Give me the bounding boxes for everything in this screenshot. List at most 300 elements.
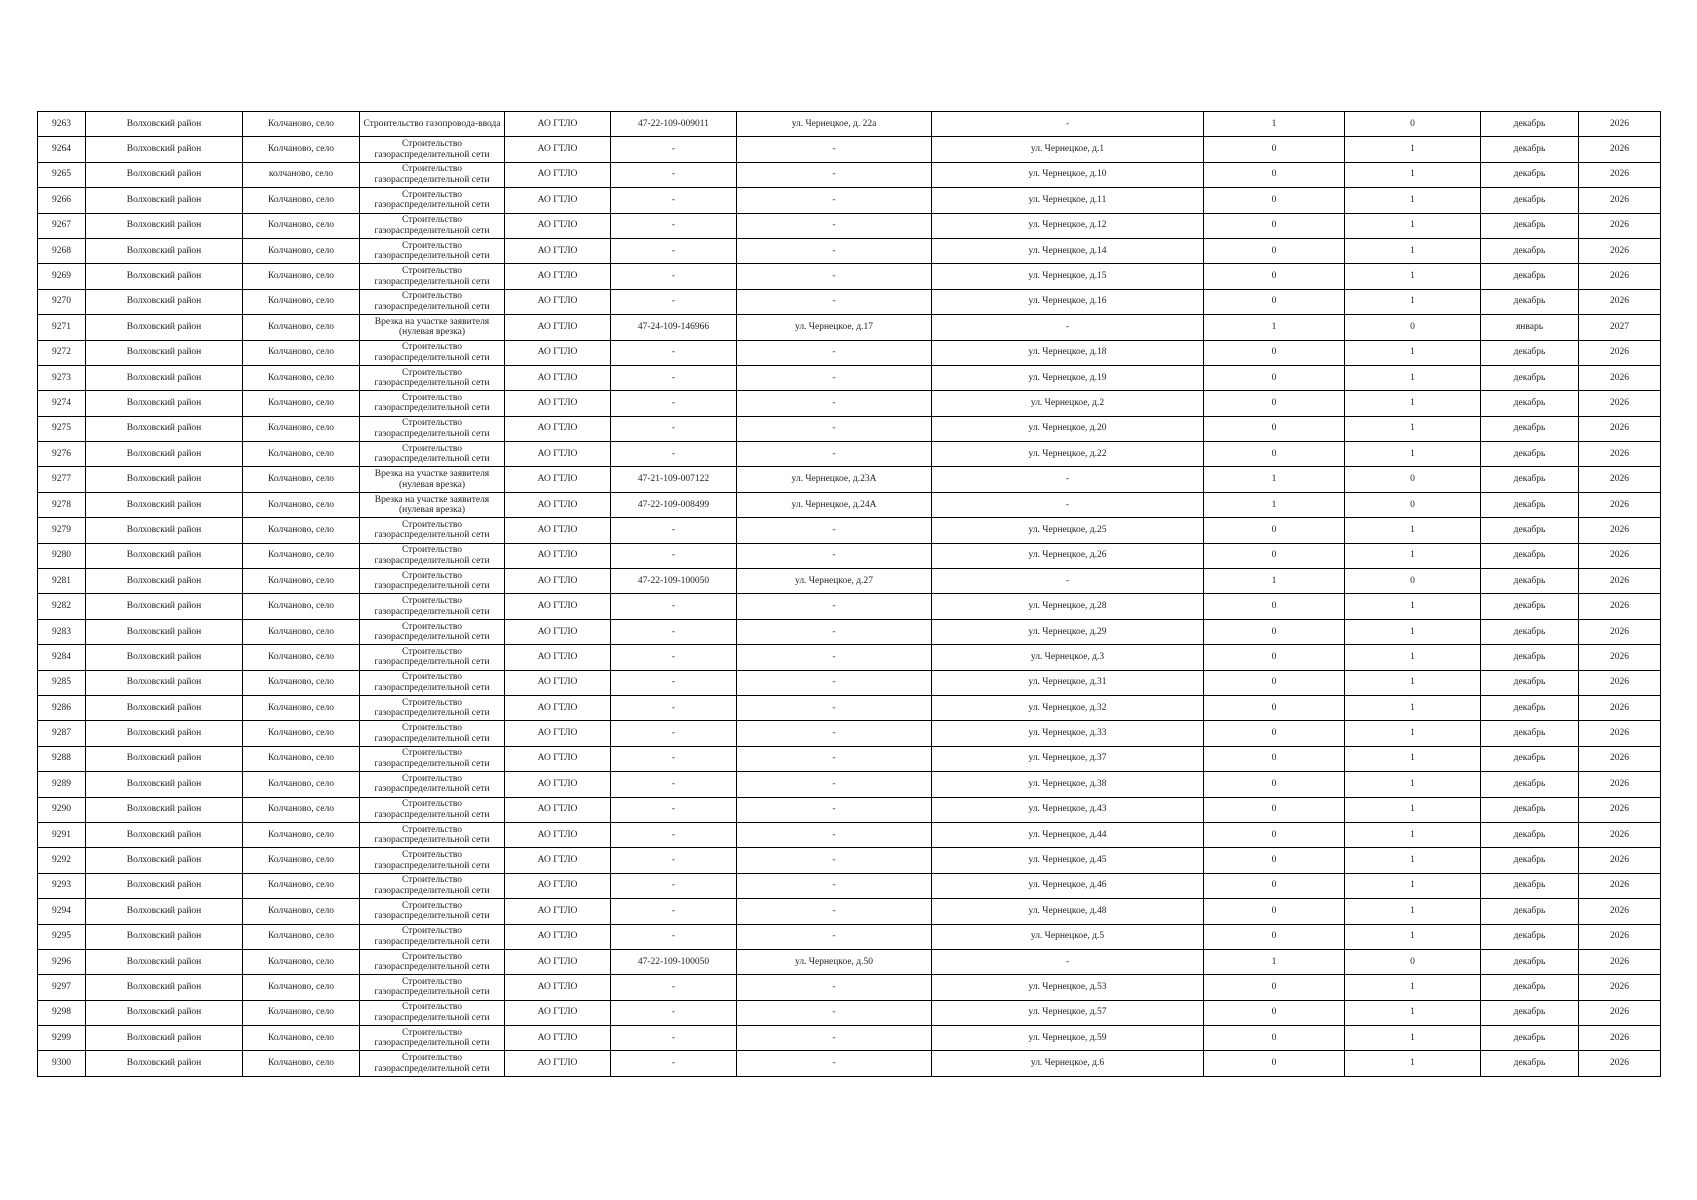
year-cell: 2026 <box>1579 112 1661 137</box>
table-row <box>38 1051 1661 1076</box>
count-network-cell: 1 <box>1345 289 1481 314</box>
count-connection-cell: 0 <box>1204 289 1345 314</box>
table-row <box>38 569 1661 594</box>
locality-cell: колчаново, село <box>243 162 360 187</box>
month-cell: декабрь <box>1481 492 1579 517</box>
count-network-cell: 1 <box>1345 975 1481 1000</box>
address-connection-cell: - <box>737 746 932 771</box>
locality-cell: Колчаново, село <box>243 213 360 238</box>
district-cell: Волховский район <box>86 442 243 467</box>
locality-cell: Колчаново, село <box>243 543 360 568</box>
count-network-cell: 1 <box>1345 416 1481 441</box>
count-network-cell: 1 <box>1345 264 1481 289</box>
district-cell: Волховский район <box>86 492 243 517</box>
count-connection-cell: 0 <box>1204 442 1345 467</box>
row-number: 9297 <box>38 975 86 1000</box>
cadastral-number-cell: - <box>611 365 737 390</box>
table-row <box>38 924 1661 949</box>
year-cell: 2026 <box>1579 416 1661 441</box>
table-row <box>38 822 1661 847</box>
work-type-cell: Строительство газораспределительной сети <box>360 619 505 644</box>
organization-cell: АО ГТЛО <box>505 467 611 492</box>
row-number: 9292 <box>38 848 86 873</box>
address-network-cell: ул. Чернецкое, д.37 <box>932 746 1204 771</box>
organization-cell: АО ГТЛО <box>505 543 611 568</box>
work-type-cell: Строительство газораспределительной сети <box>360 695 505 720</box>
year-cell: 2026 <box>1579 137 1661 162</box>
table-row <box>38 873 1661 898</box>
organization-cell: АО ГТЛО <box>505 721 611 746</box>
work-type-cell: Строительство газораспределительной сети <box>360 238 505 263</box>
locality-cell: Колчаново, село <box>243 1026 360 1051</box>
cadastral-number-cell: - <box>611 746 737 771</box>
cadastral-number-cell: 47-22-109-100050 <box>611 949 737 974</box>
address-network-cell: ул. Чернецкое, д.31 <box>932 670 1204 695</box>
year-cell: 2026 <box>1579 569 1661 594</box>
locality-cell: Колчаново, село <box>243 848 360 873</box>
cadastral-number-cell: - <box>611 975 737 1000</box>
count-network-cell: 1 <box>1345 873 1481 898</box>
cadastral-number-cell: - <box>611 645 737 670</box>
cadastral-number-cell: - <box>611 1051 737 1076</box>
locality-cell: Колчаново, село <box>243 619 360 644</box>
address-network-cell: ул. Чернецкое, д.22 <box>932 442 1204 467</box>
work-type-cell: Строительство газораспределительной сети <box>360 670 505 695</box>
district-cell: Волховский район <box>86 1000 243 1025</box>
cadastral-number-cell: - <box>611 848 737 873</box>
gasification-table <box>37 111 1661 1077</box>
table-row <box>38 391 1661 416</box>
month-cell: декабрь <box>1481 619 1579 644</box>
count-connection-cell: 1 <box>1204 492 1345 517</box>
year-cell: 2026 <box>1579 975 1661 1000</box>
district-cell: Волховский район <box>86 924 243 949</box>
year-cell: 2026 <box>1579 873 1661 898</box>
table-row <box>38 645 1661 670</box>
year-cell: 2026 <box>1579 188 1661 213</box>
month-cell: декабрь <box>1481 442 1579 467</box>
cadastral-number-cell: - <box>611 442 737 467</box>
count-connection-cell: 0 <box>1204 1026 1345 1051</box>
address-network-cell: ул. Чернецкое, д.48 <box>932 899 1204 924</box>
month-cell: декабрь <box>1481 797 1579 822</box>
district-cell: Волховский район <box>86 543 243 568</box>
locality-cell: Колчаново, село <box>243 188 360 213</box>
month-cell: декабрь <box>1481 137 1579 162</box>
address-connection-cell: - <box>737 721 932 746</box>
count-connection-cell: 0 <box>1204 594 1345 619</box>
cadastral-number-cell: - <box>611 1026 737 1051</box>
address-network-cell: ул. Чернецкое, д.18 <box>932 340 1204 365</box>
year-cell: 2026 <box>1579 264 1661 289</box>
work-type-cell: Строительство газораспределительной сети <box>360 899 505 924</box>
cadastral-number-cell: - <box>611 695 737 720</box>
district-cell: Волховский район <box>86 848 243 873</box>
address-connection-cell: - <box>737 442 932 467</box>
count-network-cell: 1 <box>1345 188 1481 213</box>
count-network-cell: 1 <box>1345 848 1481 873</box>
count-connection-cell: 0 <box>1204 924 1345 949</box>
cadastral-number-cell: - <box>611 899 737 924</box>
locality-cell: Колчаново, село <box>243 340 360 365</box>
count-network-cell: 1 <box>1345 822 1481 847</box>
work-type-cell: Строительство газораспределительной сети <box>360 416 505 441</box>
cadastral-number-cell: - <box>611 873 737 898</box>
count-network-cell: 0 <box>1345 569 1481 594</box>
month-cell: декабрь <box>1481 975 1579 1000</box>
address-connection-cell: - <box>737 391 932 416</box>
work-type-cell: Врезка на участке заявителя (нулевая врезка) <box>360 315 505 340</box>
document-page <box>37 111 1660 1077</box>
locality-cell: Колчаново, село <box>243 289 360 314</box>
table-row <box>38 238 1661 263</box>
row-number: 9293 <box>38 873 86 898</box>
address-connection-cell: ул. Чернецкое, д.24А <box>737 492 932 517</box>
organization-cell: АО ГТЛО <box>505 442 611 467</box>
table-row <box>38 797 1661 822</box>
cadastral-number-cell: - <box>611 264 737 289</box>
count-network-cell: 1 <box>1345 1051 1481 1076</box>
address-network-cell: ул. Чернецкое, д.14 <box>932 238 1204 263</box>
table-row <box>38 289 1661 314</box>
address-connection-cell: - <box>737 873 932 898</box>
month-cell: январь <box>1481 315 1579 340</box>
work-type-cell: Строительство газораспределительной сети <box>360 569 505 594</box>
count-connection-cell: 0 <box>1204 1000 1345 1025</box>
address-network-cell: ул. Чернецкое, д.33 <box>932 721 1204 746</box>
locality-cell: Колчаново, село <box>243 569 360 594</box>
table-row <box>38 949 1661 974</box>
address-connection-cell: - <box>737 619 932 644</box>
district-cell: Волховский район <box>86 1026 243 1051</box>
organization-cell: АО ГТЛО <box>505 619 611 644</box>
row-number: 9294 <box>38 899 86 924</box>
count-network-cell: 1 <box>1345 162 1481 187</box>
month-cell: декабрь <box>1481 162 1579 187</box>
count-connection-cell: 0 <box>1204 873 1345 898</box>
locality-cell: Колчаново, село <box>243 264 360 289</box>
locality-cell: Колчаново, село <box>243 492 360 517</box>
year-cell: 2026 <box>1579 899 1661 924</box>
row-number: 9264 <box>38 137 86 162</box>
address-connection-cell: ул. Чернецкое, д.27 <box>737 569 932 594</box>
work-type-cell: Строительство газораспределительной сети <box>360 340 505 365</box>
count-connection-cell: 0 <box>1204 391 1345 416</box>
address-network-cell: - <box>932 569 1204 594</box>
cadastral-number-cell: - <box>611 416 737 441</box>
district-cell: Волховский район <box>86 797 243 822</box>
month-cell: декабрь <box>1481 645 1579 670</box>
table-row <box>38 467 1661 492</box>
count-connection-cell: 0 <box>1204 543 1345 568</box>
locality-cell: Колчаново, село <box>243 670 360 695</box>
table-row <box>38 1000 1661 1025</box>
count-connection-cell: 1 <box>1204 467 1345 492</box>
table-row <box>38 492 1661 517</box>
locality-cell: Колчаново, село <box>243 442 360 467</box>
month-cell: декабрь <box>1481 289 1579 314</box>
row-number: 9267 <box>38 213 86 238</box>
locality-cell: Колчаново, село <box>243 695 360 720</box>
row-number: 9274 <box>38 391 86 416</box>
work-type-cell: Врезка на участке заявителя (нулевая врезка) <box>360 467 505 492</box>
table-row <box>38 670 1661 695</box>
table-row <box>38 213 1661 238</box>
work-type-cell: Строительство газораспределительной сети <box>360 822 505 847</box>
address-network-cell: ул. Чернецкое, д.26 <box>932 543 1204 568</box>
table-row <box>38 721 1661 746</box>
address-network-cell: ул. Чернецкое, д.20 <box>932 416 1204 441</box>
row-number: 9279 <box>38 518 86 543</box>
count-connection-cell: 0 <box>1204 162 1345 187</box>
organization-cell: АО ГТЛО <box>505 264 611 289</box>
work-type-cell: Строительство газораспределительной сети <box>360 975 505 1000</box>
count-network-cell: 1 <box>1345 1026 1481 1051</box>
table-row <box>38 695 1661 720</box>
address-connection-cell: - <box>737 264 932 289</box>
row-number: 9280 <box>38 543 86 568</box>
table-row <box>38 772 1661 797</box>
count-connection-cell: 0 <box>1204 416 1345 441</box>
district-cell: Волховский район <box>86 822 243 847</box>
district-cell: Волховский район <box>86 416 243 441</box>
address-connection-cell: ул. Чернецкое, д.17 <box>737 315 932 340</box>
work-type-cell: Строительство газораспределительной сети <box>360 289 505 314</box>
count-network-cell: 1 <box>1345 670 1481 695</box>
month-cell: декабрь <box>1481 340 1579 365</box>
address-network-cell: ул. Чернецкое, д.15 <box>932 264 1204 289</box>
locality-cell: Колчаново, село <box>243 112 360 137</box>
locality-cell: Колчаново, село <box>243 238 360 263</box>
district-cell: Волховский район <box>86 594 243 619</box>
district-cell: Волховский район <box>86 467 243 492</box>
row-number: 9272 <box>38 340 86 365</box>
year-cell: 2026 <box>1579 797 1661 822</box>
cadastral-number-cell: - <box>611 1000 737 1025</box>
row-number: 9299 <box>38 1026 86 1051</box>
address-connection-cell: - <box>737 162 932 187</box>
address-network-cell: ул. Чернецкое, д.10 <box>932 162 1204 187</box>
month-cell: декабрь <box>1481 1026 1579 1051</box>
row-number: 9296 <box>38 949 86 974</box>
year-cell: 2026 <box>1579 467 1661 492</box>
address-network-cell: ул. Чернецкое, д.59 <box>932 1026 1204 1051</box>
organization-cell: АО ГТЛО <box>505 949 611 974</box>
cadastral-number-cell: - <box>611 188 737 213</box>
address-network-cell: ул. Чернецкое, д.28 <box>932 594 1204 619</box>
work-type-cell: Строительство газораспределительной сети <box>360 391 505 416</box>
organization-cell: АО ГТЛО <box>505 188 611 213</box>
address-network-cell: ул. Чернецкое, д.19 <box>932 365 1204 390</box>
district-cell: Волховский район <box>86 873 243 898</box>
address-connection-cell: - <box>737 137 932 162</box>
address-network-cell: ул. Чернецкое, д.5 <box>932 924 1204 949</box>
organization-cell: АО ГТЛО <box>505 848 611 873</box>
year-cell: 2026 <box>1579 1026 1661 1051</box>
count-connection-cell: 0 <box>1204 619 1345 644</box>
cadastral-number-cell: 47-22-109-009011 <box>611 112 737 137</box>
month-cell: декабрь <box>1481 188 1579 213</box>
organization-cell: АО ГТЛО <box>505 594 611 619</box>
organization-cell: АО ГТЛО <box>505 1000 611 1025</box>
address-connection-cell: - <box>737 213 932 238</box>
locality-cell: Колчаново, село <box>243 899 360 924</box>
work-type-cell: Строительство газораспределительной сети <box>360 772 505 797</box>
work-type-cell: Строительство газораспределительной сети <box>360 1051 505 1076</box>
month-cell: декабрь <box>1481 467 1579 492</box>
address-network-cell: ул. Чернецкое, д.16 <box>932 289 1204 314</box>
organization-cell: АО ГТЛО <box>505 238 611 263</box>
organization-cell: АО ГТЛО <box>505 670 611 695</box>
organization-cell: АО ГТЛО <box>505 569 611 594</box>
cadastral-number-cell: - <box>611 924 737 949</box>
month-cell: декабрь <box>1481 112 1579 137</box>
month-cell: декабрь <box>1481 543 1579 568</box>
work-type-cell: Строительство газораспределительной сети <box>360 188 505 213</box>
count-network-cell: 0 <box>1345 467 1481 492</box>
district-cell: Волховский район <box>86 518 243 543</box>
year-cell: 2026 <box>1579 238 1661 263</box>
month-cell: декабрь <box>1481 949 1579 974</box>
month-cell: декабрь <box>1481 391 1579 416</box>
month-cell: декабрь <box>1481 670 1579 695</box>
row-number: 9273 <box>38 365 86 390</box>
month-cell: декабрь <box>1481 695 1579 720</box>
address-connection-cell: - <box>737 594 932 619</box>
district-cell: Волховский район <box>86 695 243 720</box>
table-row <box>38 340 1661 365</box>
address-connection-cell: - <box>737 543 932 568</box>
table-row <box>38 848 1661 873</box>
cadastral-number-cell: - <box>611 137 737 162</box>
cadastral-number-cell: - <box>611 518 737 543</box>
row-number: 9290 <box>38 797 86 822</box>
work-type-cell: Строительство газораспределительной сети <box>360 365 505 390</box>
year-cell: 2026 <box>1579 594 1661 619</box>
organization-cell: АО ГТЛО <box>505 822 611 847</box>
cadastral-number-cell: - <box>611 619 737 644</box>
table-row <box>38 746 1661 771</box>
row-number: 9269 <box>38 264 86 289</box>
address-connection-cell: - <box>737 899 932 924</box>
row-number: 9289 <box>38 772 86 797</box>
count-connection-cell: 0 <box>1204 746 1345 771</box>
year-cell: 2026 <box>1579 721 1661 746</box>
row-number: 9286 <box>38 695 86 720</box>
count-connection-cell: 0 <box>1204 670 1345 695</box>
work-type-cell: Строительство газораспределительной сети <box>360 442 505 467</box>
count-connection-cell: 1 <box>1204 949 1345 974</box>
table-row <box>38 416 1661 441</box>
month-cell: декабрь <box>1481 772 1579 797</box>
work-type-cell: Строительство газопровода-ввода <box>360 112 505 137</box>
locality-cell: Колчаново, село <box>243 1000 360 1025</box>
row-number: 9276 <box>38 442 86 467</box>
organization-cell: АО ГТЛО <box>505 695 611 720</box>
work-type-cell: Строительство газораспределительной сети <box>360 518 505 543</box>
address-network-cell: ул. Чернецкое, д.1 <box>932 137 1204 162</box>
year-cell: 2026 <box>1579 772 1661 797</box>
cadastral-number-cell: - <box>611 594 737 619</box>
cadastral-number-cell: 47-24-109-146966 <box>611 315 737 340</box>
organization-cell: АО ГТЛО <box>505 746 611 771</box>
address-connection-cell: - <box>737 695 932 720</box>
count-connection-cell: 0 <box>1204 188 1345 213</box>
district-cell: Волховский район <box>86 162 243 187</box>
row-number: 9287 <box>38 721 86 746</box>
organization-cell: АО ГТЛО <box>505 315 611 340</box>
address-network-cell: ул. Чернецкое, д.11 <box>932 188 1204 213</box>
address-network-cell: ул. Чернецкое, д.44 <box>932 822 1204 847</box>
address-network-cell: ул. Чернецкое, д.53 <box>932 975 1204 1000</box>
row-number: 9270 <box>38 289 86 314</box>
row-number: 9268 <box>38 238 86 263</box>
year-cell: 2027 <box>1579 315 1661 340</box>
year-cell: 2026 <box>1579 822 1661 847</box>
district-cell: Волховский район <box>86 264 243 289</box>
count-connection-cell: 0 <box>1204 213 1345 238</box>
month-cell: декабрь <box>1481 569 1579 594</box>
table-row <box>38 442 1661 467</box>
count-connection-cell: 1 <box>1204 315 1345 340</box>
month-cell: декабрь <box>1481 721 1579 746</box>
organization-cell: АО ГТЛО <box>505 391 611 416</box>
locality-cell: Колчаново, село <box>243 518 360 543</box>
count-network-cell: 1 <box>1345 543 1481 568</box>
count-network-cell: 1 <box>1345 619 1481 644</box>
locality-cell: Колчаново, село <box>243 721 360 746</box>
organization-cell: АО ГТЛО <box>505 162 611 187</box>
district-cell: Волховский район <box>86 746 243 771</box>
month-cell: декабрь <box>1481 416 1579 441</box>
table-row <box>38 162 1661 187</box>
row-number: 9281 <box>38 569 86 594</box>
locality-cell: Колчаново, село <box>243 924 360 949</box>
count-network-cell: 1 <box>1345 1000 1481 1025</box>
locality-cell: Колчаново, село <box>243 746 360 771</box>
address-network-cell: ул. Чернецкое, д.32 <box>932 695 1204 720</box>
work-type-cell: Строительство газораспределительной сети <box>360 594 505 619</box>
locality-cell: Колчаново, село <box>243 416 360 441</box>
row-number: 9263 <box>38 112 86 137</box>
locality-cell: Колчаново, село <box>243 137 360 162</box>
count-connection-cell: 0 <box>1204 518 1345 543</box>
address-connection-cell: - <box>737 772 932 797</box>
work-type-cell: Строительство газораспределительной сети <box>360 137 505 162</box>
address-connection-cell: - <box>737 1026 932 1051</box>
count-connection-cell: 0 <box>1204 848 1345 873</box>
organization-cell: АО ГТЛО <box>505 518 611 543</box>
address-connection-cell: - <box>737 289 932 314</box>
count-network-cell: 0 <box>1345 112 1481 137</box>
district-cell: Волховский район <box>86 137 243 162</box>
address-network-cell: ул. Чернецкое, д.57 <box>932 1000 1204 1025</box>
work-type-cell: Строительство газораспределительной сети <box>360 797 505 822</box>
address-network-cell: ул. Чернецкое, д.29 <box>932 619 1204 644</box>
table-row <box>38 137 1661 162</box>
district-cell: Волховский район <box>86 365 243 390</box>
table-row <box>38 518 1661 543</box>
organization-cell: АО ГТЛО <box>505 340 611 365</box>
work-type-cell: Строительство газораспределительной сети <box>360 949 505 974</box>
month-cell: декабрь <box>1481 365 1579 390</box>
row-number: 9300 <box>38 1051 86 1076</box>
address-connection-cell: - <box>737 924 932 949</box>
district-cell: Волховский район <box>86 975 243 1000</box>
work-type-cell: Строительство газораспределительной сети <box>360 162 505 187</box>
year-cell: 2026 <box>1579 518 1661 543</box>
cadastral-number-cell: 47-21-109-007122 <box>611 467 737 492</box>
